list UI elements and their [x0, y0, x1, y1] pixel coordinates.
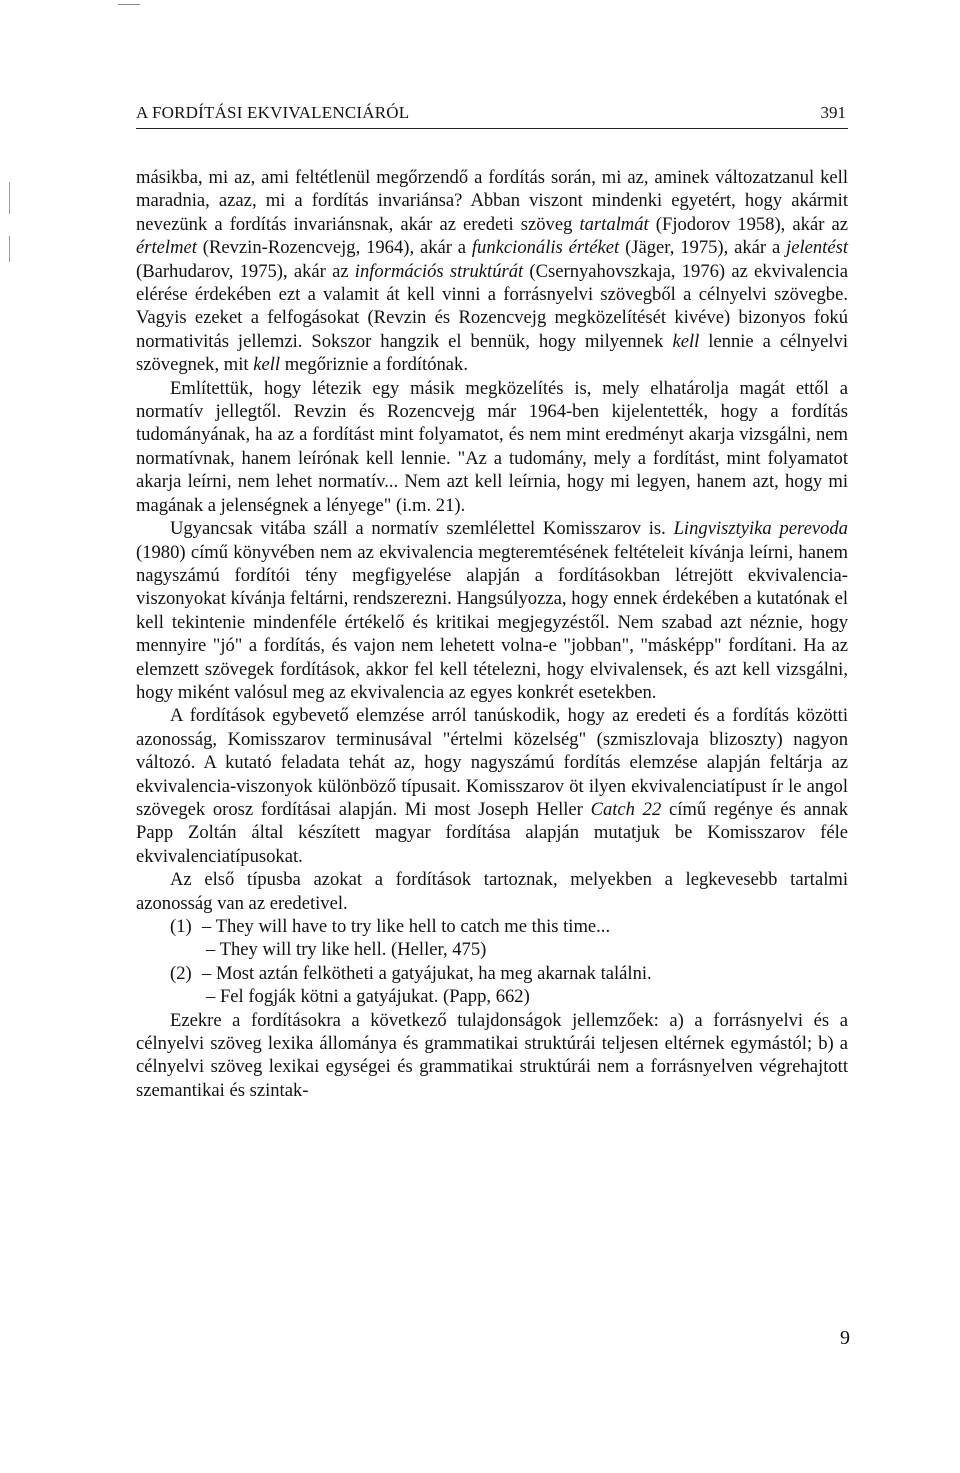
example-number: (2): [170, 962, 192, 984]
footer-signature-number: 9: [840, 1327, 850, 1349]
paragraph-1: másikba, mi az, ami feltétlenül megőrzendő a fordítás során, mi az, aminek változatzanul kell maradnia, azaz, mi a fordítás invariánsa? Abban viszont mindenki egyetért, hogy akármit nevezünk a fordítás invariánsnak, akár az eredeti szöveg tartalmát (Fjodorov 1958), akár az értelmet (Revzin-Rozencvejg, 1964), akár a funkcionális értéket (Jäger, 1975), akár a jelentést (Barhudarov, 1975), akár az információs struktúrát (Csernyahovszkaja, 1976) az ekvivalencia elérése érdekében ezt a valamit át kell vinni a forrásnyelvi szövegből a célnyelvi szövegbe. Vagyis ezeket a felfogásokat (Revzin és Rozencvejg megközelítését kivéve) bizonyos fokú normativitás jellemzi. Sokszor hangzik el bennük, hogy milyennek kell lennie a célnyelvi szövegnek, mit kell megőriznie a fordítónak.: [136, 167, 849, 376]
example-text: – They will try like hell. (Heller, 475): [206, 939, 487, 961]
example-text: – Fel fogják kötni a gatyájukat. (Papp, 662): [206, 986, 530, 1008]
paragraph-2: Említettük, hogy létezik egy másik megközelítés is, mely elhatárolja magát ettől a normatív jellegtől. Revzin és Rozencvejg már 1964-ben kijelentették, hogy a fordítás tudományának, ha az a fordítást mint folyamatot, és nem mint eredményt akarja vizsgálni, nem normatívnak, hanem leírónak kell lennie. "Az a tudomány, mely a fordítást, mint folyamatot akarja leírni, nem lehet normatív... Nem azt kell leírnia, hogy mi legyen, hanem azt, hogy mi magának a jelenségnek a lényege" (i.m. 21).: [136, 377, 848, 516]
paragraph-3: Ugyancsak vitába száll a normatív szemlélettel Komisszarov is. Lingvisztyika perevoda (1980) című könyvében nem az ekvivalencia megteremtésének feltételeit kívánja leírni, hanem nagyszámú fordítói tény megfigyelése alapján a fordításokban létrejött ekvivalencia-viszonyokat kívánja feltárni, rendszerezni. Hangsúlyozza, hogy ennek érdekében a kutatónak el kell tekintenie mindenféle értékelő és kritikai megjegyzéstől. Nem szabad azt néznie, hogy mennyire "jó" a fordítás, és vajon nem lehetett volna-e "jobban", "másképp" fordítani. Ha az elemzett szövegek fordítások, akkor fel kell tételezni, hogy elvivalensek, és azt kell vizsgálni, hogy miként valósul meg az ekvivalencia az egyes konkrét esetekben.: [136, 518, 848, 703]
scan-artifact-margin: [9, 236, 10, 262]
running-header: [136, 98, 848, 129]
example-line: [136, 915, 848, 938]
paragraph-5: Az első típusba azokat a fordítások tartoznak, melyekben a legkevesebb tartalmi azonosság van az eredetivel.: [136, 869, 848, 914]
scan-artifact-margin: [9, 182, 10, 214]
example-line: [136, 962, 848, 985]
example-number: (1): [170, 916, 192, 937]
body-text: [136, 166, 848, 1102]
example-text: – Most aztán felkötheti a gatyájukat, ha meg akarnak találni.: [202, 962, 652, 984]
example-line: [136, 985, 848, 1008]
paragraph-4: A fordítások egybevető elemzése arról tanúskodik, hogy az eredeti és a fordítás közötti azonosság, Komisszarov terminusával "értelmi közelség" (szmiszlovaja blizoszty) nagyon változó. A kutató feladata tehát az, hogy nagyszámú fordítás elemzése alapján feltárja az ekvivalencia-viszonyok különböző típusait. Komisszarov öt ilyen ekvivalenciatípust ír le angol szövegek orosz fordításai alapján. Mi most Joseph Heller Catch 22 című regénye és annak Papp Zoltán által készített magyar fordítása alapján mutatjuk be Komisszarov féle ekvivalenciatípusokat.: [136, 705, 848, 867]
example-line: [136, 938, 848, 961]
scan-artifact-line: [118, 4, 140, 5]
page-number: 391: [820, 103, 846, 122]
running-title: A FORDÍTÁSI EKVIVALENCIÁRÓL: [136, 103, 410, 122]
example-text: – They will have to try like hell to catch me this time...: [202, 916, 611, 937]
paragraph-6: Ezekre a fordításokra a következő tulajdonságok jellemzőek: a) a forrásnyelvi és a célnyelvi szöveg lexika állománya és grammatikai struktúrái teljesen eltérnek egymástól; b) a célnyelvi szöveg lexikai egységei és grammatikai struktúrái nem a forrásnyelven végrehajtott szemantikai és szintak-: [136, 1009, 848, 1101]
